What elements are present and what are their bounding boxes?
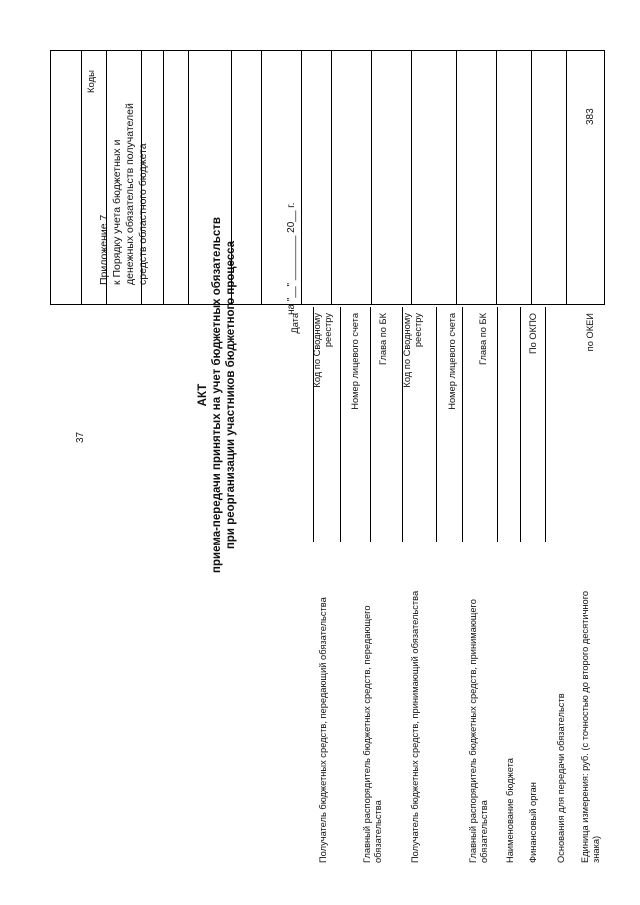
appendix-line-2: к Порядку учета бюджетных и xyxy=(111,139,123,285)
appendix-line-4: средств областного бюджета xyxy=(137,143,149,285)
fill-line-budget-name[interactable] xyxy=(497,307,498,542)
code-label-consolidated-registry-1: Код по Сводному реестру xyxy=(312,313,333,388)
row-label-recipient-transferring: Получатель бюджетных средств, передающий обязательства xyxy=(318,597,328,863)
act-title-line-2: приема-передачи принятых на учет бюджетных обязательств xyxy=(211,217,223,573)
code-label-date: Дата xyxy=(290,313,300,334)
fill-line-main-manager-transferring[interactable] xyxy=(340,307,341,542)
row-label-budget-name: Наименование бюджета xyxy=(505,758,515,863)
row-label-unit: Единица измерения: руб. (с точностью до второго десятичного знака) xyxy=(580,590,601,863)
fill-line-main-manager-receiving[interactable] xyxy=(462,307,463,542)
code-label-account-number-1: Номер лицевого счета xyxy=(350,313,360,410)
codes-cell-divider xyxy=(231,51,232,304)
fill-line-account-2[interactable] xyxy=(436,307,437,542)
codes-cell-divider xyxy=(371,51,372,304)
codes-cell-divider xyxy=(331,51,332,304)
code-label-okei: по ОКЕИ xyxy=(585,313,595,352)
codes-cell-divider xyxy=(566,51,567,304)
codes-cell-divider xyxy=(411,51,412,304)
codes-cell-divider xyxy=(106,51,107,304)
page-number: 37 xyxy=(75,431,86,443)
codes-cell-divider xyxy=(188,51,189,304)
act-date-line: на "__" ________ 20__ г. xyxy=(286,202,297,315)
act-title-line-3: при реорганизации участников бюджетного процесса xyxy=(225,240,237,550)
appendix-line-1: Приложение 7 xyxy=(98,214,110,285)
appendix-line-3: денежных обязательств получателей xyxy=(124,103,136,285)
okei-code-value: 383 xyxy=(585,108,596,125)
codes-cell-divider xyxy=(496,51,497,304)
codes-cell-divider xyxy=(81,51,82,304)
code-label-okpo: По ОКПО xyxy=(528,313,538,354)
fill-line-basis[interactable] xyxy=(545,307,546,542)
fill-line-financial-body[interactable] xyxy=(520,307,521,542)
code-label-account-number-2: Номер лицевого счета xyxy=(447,313,457,410)
codes-cell-divider xyxy=(301,51,302,304)
row-label-recipient-receiving: Получатель бюджетных средств, принимающий обязательства xyxy=(410,590,420,863)
fill-line-account-1[interactable] xyxy=(370,307,371,542)
act-title-line-1: АКТ xyxy=(197,383,209,407)
codes-cell-divider xyxy=(531,51,532,304)
codes-table xyxy=(50,50,605,305)
codes-header: Коды xyxy=(86,70,97,93)
row-label-main-manager-receiving: Главный распорядитель бюджетных средств, принимающего обязательства xyxy=(468,599,489,863)
codes-cell-divider xyxy=(141,51,142,304)
row-label-financial-body: Финансовый орган xyxy=(528,782,538,863)
codes-cell-divider xyxy=(261,51,262,304)
codes-cell-divider xyxy=(163,51,164,304)
row-label-main-manager-transferring: Главный распорядитель бюджетных средств, передающего обязательства xyxy=(362,605,383,863)
code-label-chapter-bk-1: Глава по БК xyxy=(378,313,388,365)
codes-cell-divider xyxy=(456,51,457,304)
code-label-chapter-bk-2: Глава по БК xyxy=(478,313,488,365)
code-label-consolidated-registry-2: Код по Сводному реестру xyxy=(402,313,423,388)
row-label-basis: Основания для передачи обязательств xyxy=(556,693,566,863)
